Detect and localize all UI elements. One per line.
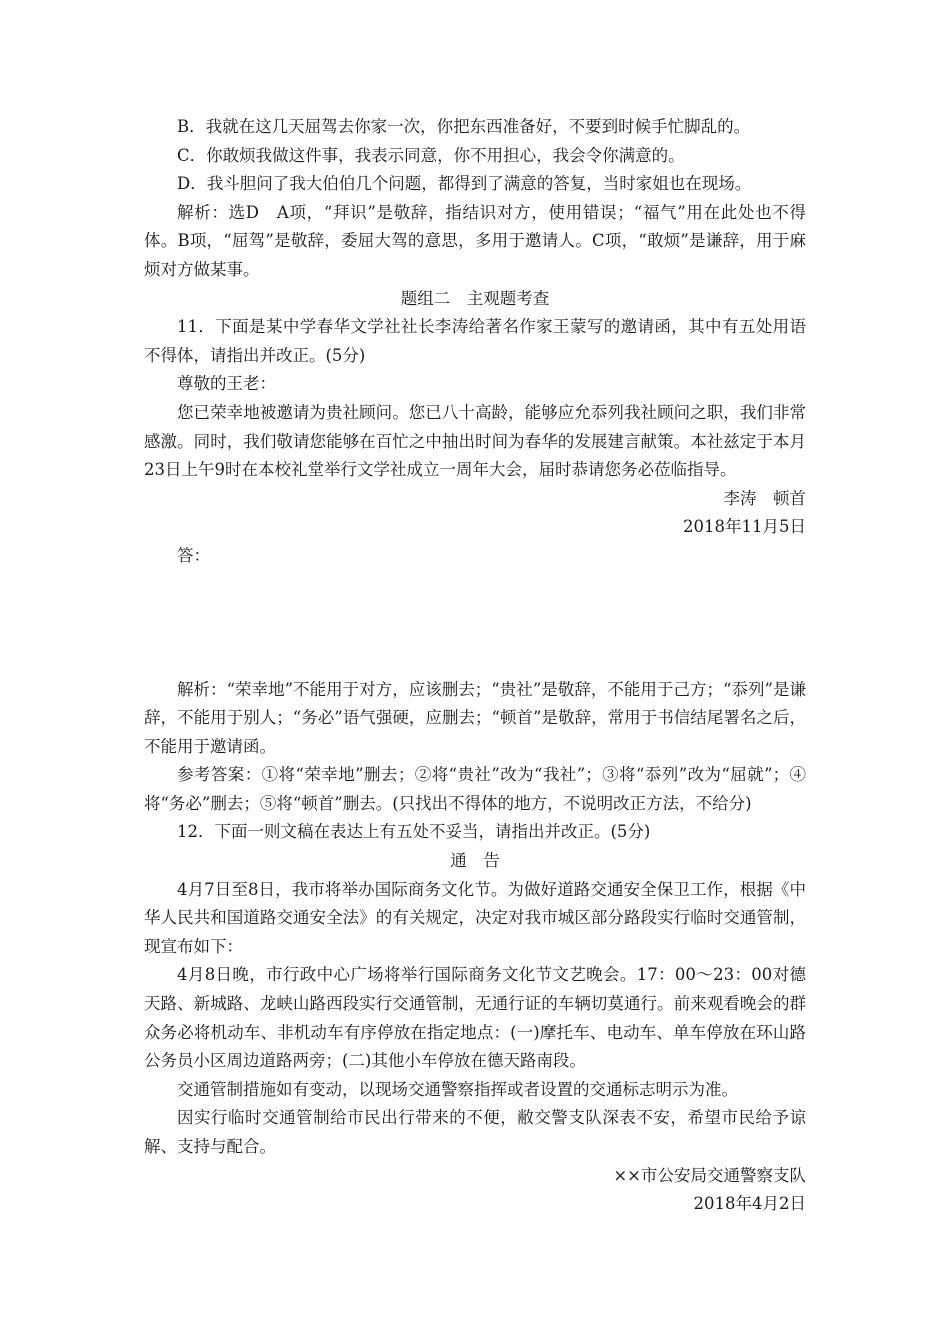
q11-answer-label: 答：	[177, 545, 210, 565]
notice-paragraph-2: 4月8日晚，市行政中心广场将举行国际商务文化节文艺晚会。17：00～23：00对德天路、新城路、龙峡山路西段实行交通管制，无通行证的车辆切莫通行。前来观看晚会的群众务必将机动车、非机动车有序停放在指定地点：(一)摩托车、电动车、单车停放在环山路公务员小区周边道路两旁；(二)其他小车停放在德天路南段。	[144, 965, 806, 1071]
notice-paragraph-4: 因实行临时交通管制给市民出行带来的不便，敝交警支队深表不安，希望市民给予谅解、支持与配合。	[144, 1108, 806, 1156]
group2-title: 题组二 主观题考查	[400, 288, 550, 308]
q10-option-c: C．你敢烦我做这件事，我表示同意，你不用担心，我会令你满意的。	[177, 145, 685, 165]
notice-date: 2018年4月2日	[693, 1194, 806, 1214]
notice-paragraph-1: 4月7日至8日，我市将举办国际商务文化节。为做好道路交通安全保卫工作，根据《中华人民共和国道路交通安全法》的有关规定，决定对我市城区部分路段实行临时交通管制，现宣布如下：	[144, 879, 806, 956]
q11-salutation: 尊敬的王老：	[177, 374, 276, 394]
notice-paragraph-3: 交通管制措施如有变动，以现场交通警察指挥或者设置的交通标志明示为准。	[177, 1079, 738, 1099]
notice-signature: ××市公安局交通警察支队	[613, 1165, 806, 1185]
q10-option-b: B．我就在这几天屈驾去你家一次，你把东西准备好，不要到时候手忙脚乱的。	[177, 117, 751, 136]
q10-analysis: 解析：选D A项，“拜识”是敬辞，指结识对方，使用错误；“福气”用在此处也不得体。B项，“屈驾”是敬辞，委屈大驾的意思，多用于邀请人。C项，“敢烦”是谦辞，用于麻烦对方做某事。	[144, 202, 806, 279]
answer-space	[144, 571, 806, 676]
q11-date: 2018年11月5日	[683, 517, 806, 537]
q12-question: 12．下面一则文稿在表达上有五处不妥当，请指出并改正。(5分)	[177, 822, 651, 842]
q11-question: 11．下面是某中学春华文学社社长李涛给著名作家王蒙写的邀请函，其中有五处用语不得体，请指出并改正。(5分)	[144, 317, 806, 365]
q11-analysis: 解析：“荣幸地”不能用于对方，应该删去；“贵社”是敬辞，不能用于己方；“忝列”是谦辞，不能用于别人；“务必”语气强硬，应删去；“顿首”是敬辞，常用于书信结尾署名之后，不能用于邀请函。	[144, 679, 806, 756]
document-page	[144, 113, 806, 1219]
q11-signature: 李涛 顿首	[723, 488, 806, 508]
q10-option-d: D．我斗胆问了我大伯伯几个问题，都得到了满意的答复，当时家姐也在现场。	[177, 174, 752, 194]
q11-reference-answer: 参考答案：①将“荣幸地”删去；②将“贵社”改为“我社”；③将“忝列”改为“屈就”；④将“务必”删去；⑤将“顿首”删去。(只找出不得体的地方，不说明改正方法，不给分)	[144, 765, 806, 813]
q11-letter-body: 您已荣幸地被邀请为贵社顾问。您已八十高龄，能够应允忝列我社顾问之职，我们非常感激。同时，我们敬请您能够在百忙之中抽出时间为春华的发展建言献策。本社兹定于本月23日上午9时在本校礼堂举行文学社成立一周年大会，届时恭请您务必莅临指导。	[144, 402, 806, 480]
notice-title: 通 告	[450, 851, 500, 871]
